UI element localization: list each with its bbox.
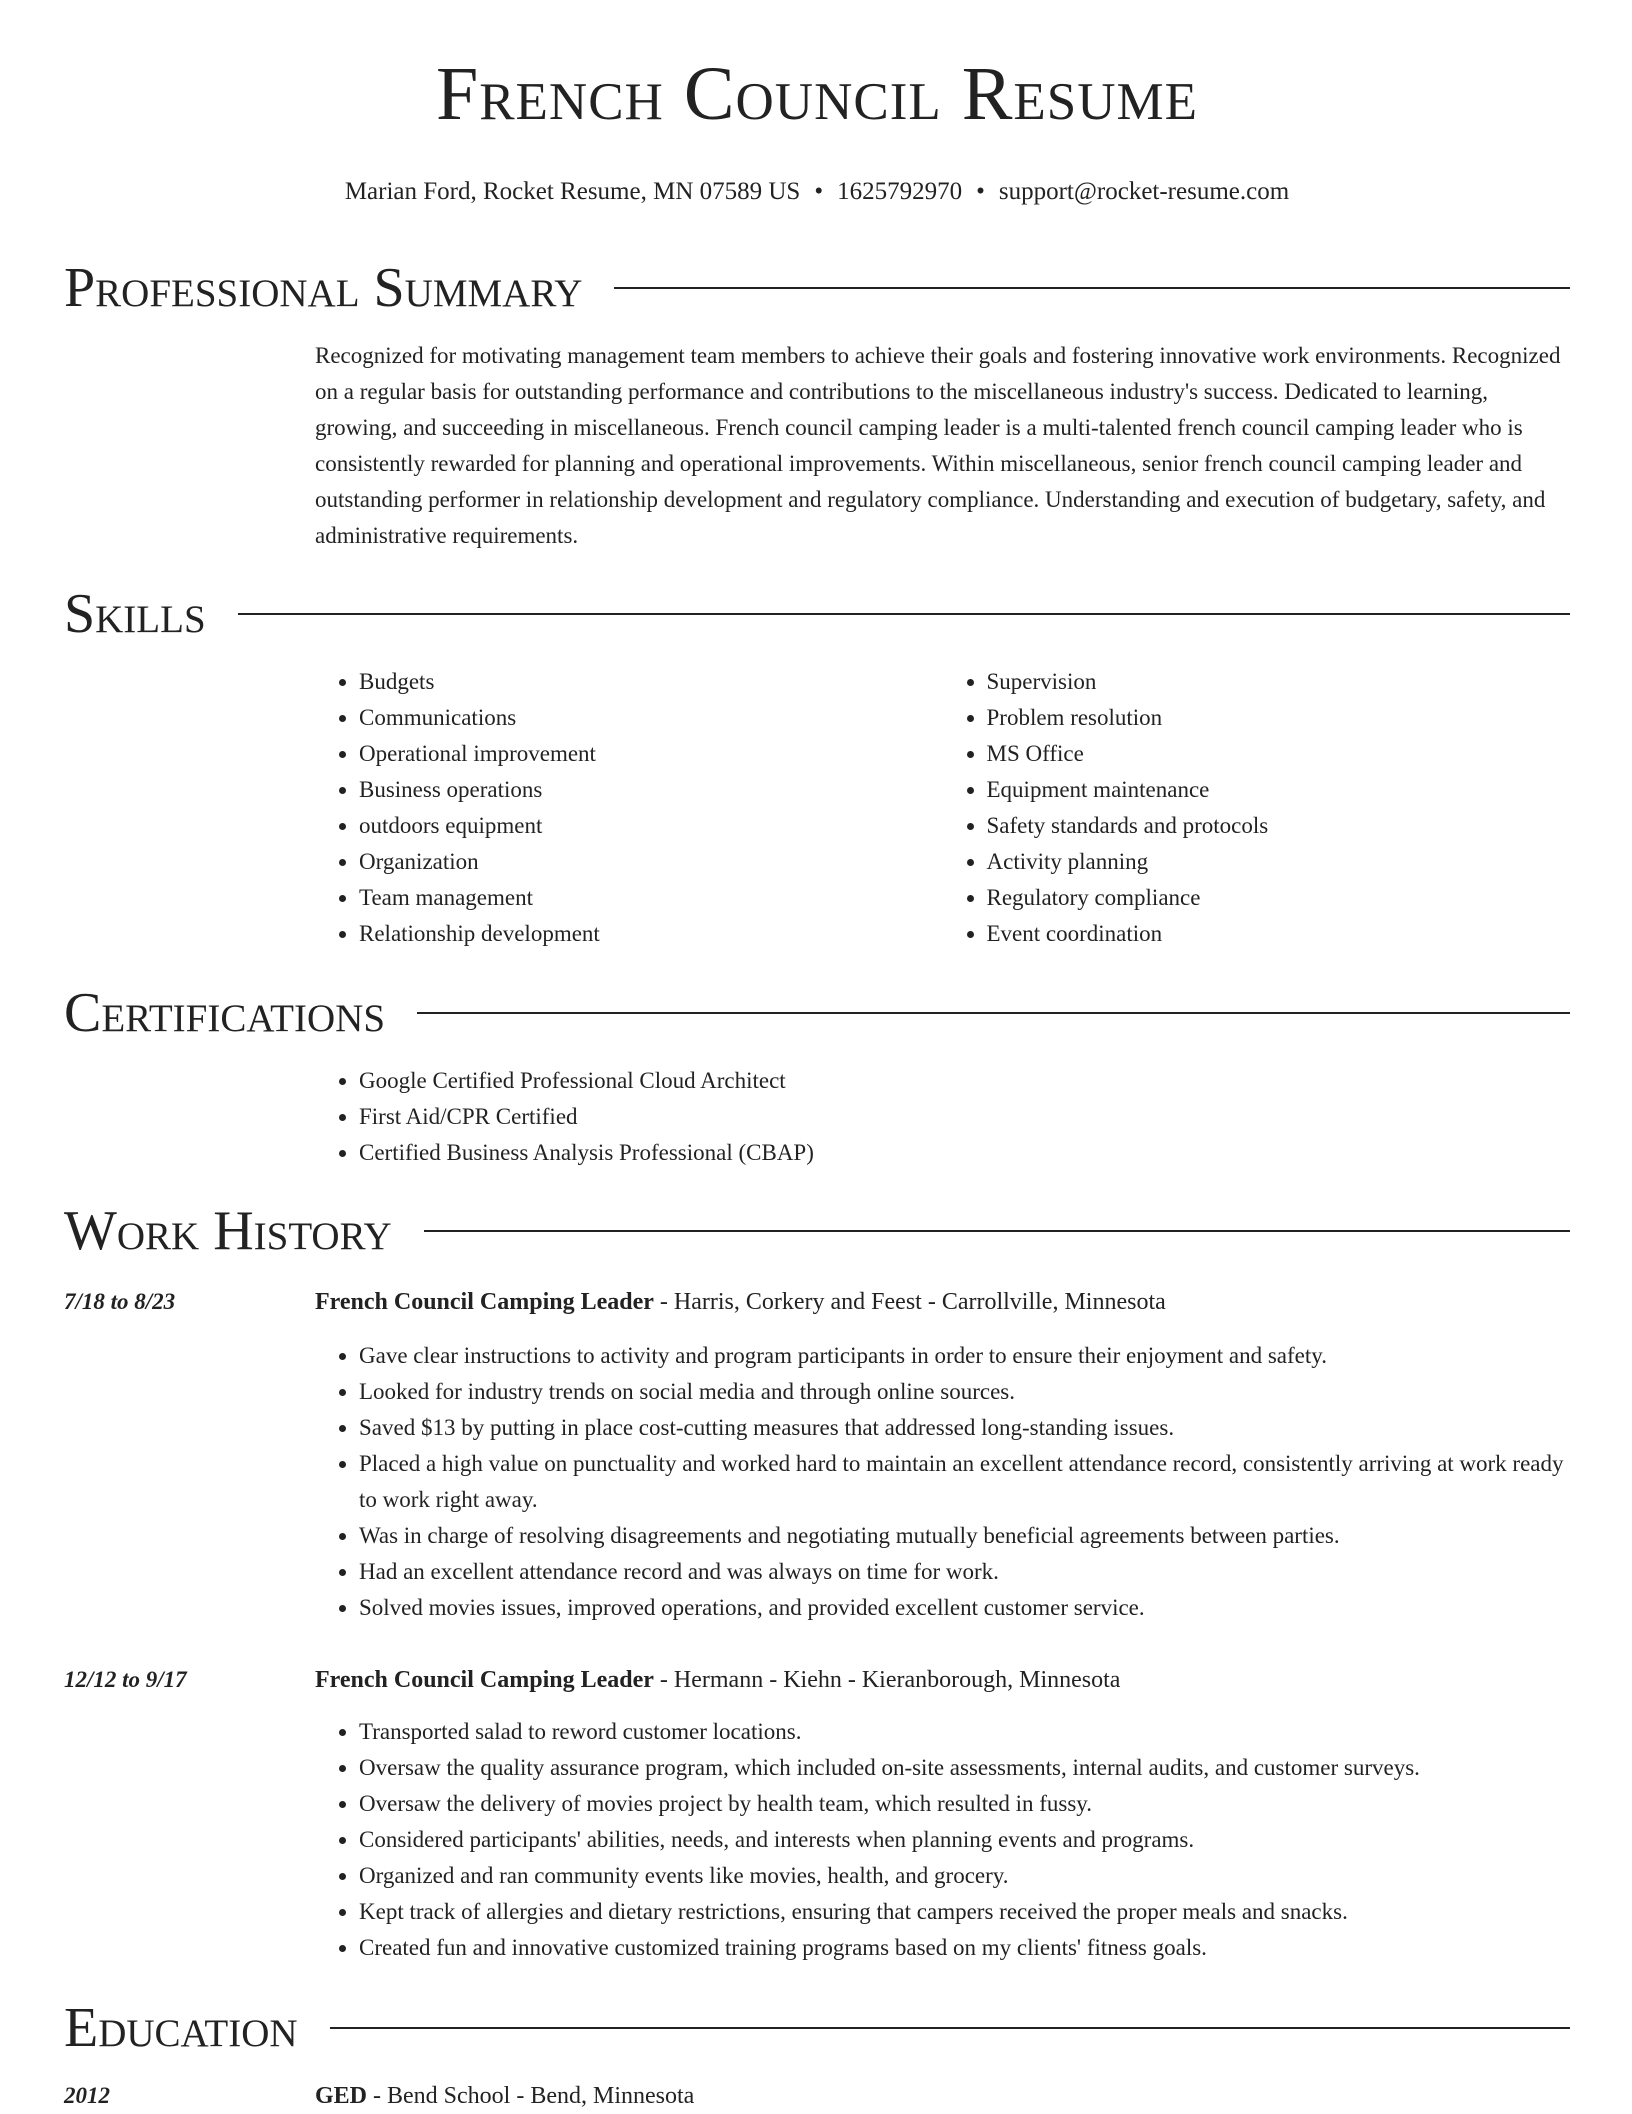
contact-address: Marian Ford, Rocket Resume, MN 07589 US: [344, 178, 801, 205]
skills-grid: [315, 664, 1570, 952]
job-bullets-block: [315, 1338, 1570, 1626]
job-bullet-list: [315, 1338, 1570, 1626]
job-dates: 7/18 to 8/23: [64, 1289, 176, 1314]
job-bullet: • Transported salad to reword customer locations.: [359, 1714, 1570, 1750]
work-history-heading: Work History: [64, 1200, 392, 1262]
job-bullet-list: [315, 1714, 1570, 1966]
skills-list-right: [943, 664, 1571, 952]
skill-item: • Problem resolution: [987, 700, 1571, 736]
education-heading: Education: [64, 1997, 298, 2059]
section-divider: [614, 287, 1570, 289]
skill-item: • Operational improvement: [359, 736, 943, 772]
resume-title: French Council Resume: [435, 52, 1199, 136]
section-divider: [330, 2027, 1570, 2029]
section-divider: [417, 1012, 1570, 1014]
education-heading-line: [315, 2078, 1570, 2114]
summary-text: Recognized for motivating management team members to achieve their goals and fostering innovative work environments. Recognized on a regular basis for outstanding performance and contributions to the miscellaneous industry's success. Dedicated to learning, growing, and succeeding in miscellaneous. French council camping leader is a multi-talented french council camping leader who is consistently rewarded for planning and operational improvements. Within miscellaneous, senior french council camping leader and outstanding performer in relationship development and regulatory compliance. Understanding and execution of budgetary, safety, and administrative requirements.: [315, 343, 1561, 548]
job-bullet: • Was in charge of resolving disagreements and negotiating mutually beneficial agreements between parties.: [359, 1518, 1570, 1554]
education-section-heading: [64, 1993, 1570, 2063]
skill-item: • Activity planning: [987, 844, 1571, 880]
contact-phone: 1625792970: [837, 178, 963, 205]
certifications-section-heading: [64, 978, 1570, 1048]
certification-item: • First Aid/CPR Certified: [359, 1099, 1570, 1135]
job-title: French Council Camping Leader: [315, 1289, 654, 1315]
work-history-section-heading: [64, 1196, 1570, 1266]
skill-item: • MS Office: [987, 736, 1571, 772]
job-employer: - Hermann - Kiehn - Kieranborough, Minnesota: [653, 1667, 1121, 1693]
job-bullet: • Placed a high value on punctuality and worked hard to maintain an excellent attendance record, consistently arriving at work ready to work right away.: [359, 1446, 1570, 1518]
skill-item: • Budgets: [359, 664, 943, 700]
job-bullet: • Organized and ran community events like movies, health, and grocery.: [359, 1858, 1570, 1894]
summary-heading: Professional Summary: [64, 257, 583, 319]
job-heading: [315, 1284, 1570, 1320]
job-bullet: • Kept track of allergies and dietary restrictions, ensuring that campers received the proper meals and snacks.: [359, 1894, 1570, 1930]
summary-section-heading: [64, 253, 1570, 323]
certifications-list: [315, 1063, 1570, 1171]
education-year: 2012: [64, 2083, 110, 2108]
skill-item: • outdoors equipment: [359, 808, 943, 844]
skill-item: • Team management: [359, 880, 943, 916]
job-dates: 12/12 to 9/17: [64, 1667, 187, 1692]
contact-email: support@rocket-resume.com: [998, 178, 1290, 205]
skills-section-heading: [64, 579, 1570, 649]
certification-item: • Google Certified Professional Cloud Architect: [359, 1063, 1570, 1099]
job-employer: - Harris, Corkery and Feest - Carrollville, Minnesota: [653, 1289, 1166, 1315]
skill-item: • Relationship development: [359, 916, 943, 952]
job-bullet: • Had an excellent attendance record and was always on time for work.: [359, 1554, 1570, 1590]
job-bullet: • Looked for industry trends on social media and through online sources.: [359, 1374, 1570, 1410]
education-school: - Bend School - Bend, Minnesota: [367, 2083, 695, 2109]
certifications-block: [315, 1063, 1570, 1171]
section-divider: [238, 613, 1570, 615]
job-bullet: • Solved movies issues, improved operations, and provided excellent customer service.: [359, 1590, 1570, 1626]
job-bullet: • Oversaw the delivery of movies project by health team, which resulted in fussy.: [359, 1786, 1570, 1822]
job-heading: [315, 1662, 1570, 1698]
skill-item: • Equipment maintenance: [987, 772, 1571, 808]
certifications-heading: Certifications: [64, 982, 386, 1044]
job-bullet: • Oversaw the quality assurance program, which included on-site assessments, internal audits, and customer surveys.: [359, 1750, 1570, 1786]
skill-item: • Safety standards and protocols: [987, 808, 1571, 844]
certification-item: • Certified Business Analysis Professional (CBAP): [359, 1135, 1570, 1171]
skills-list-left: [315, 664, 943, 952]
job-bullet: • Gave clear instructions to activity and program participants in order to ensure their enjoyment and safety.: [359, 1338, 1570, 1374]
skill-item: • Organization: [359, 844, 943, 880]
contact-separator: •: [814, 178, 824, 205]
section-divider: [424, 1230, 1570, 1232]
skill-item: • Communications: [359, 700, 943, 736]
skill-item: • Regulatory compliance: [987, 880, 1571, 916]
contact-separator: •: [976, 178, 985, 205]
job-bullet: • Saved $13 by putting in place cost-cutting measures that addressed long-standing issues.: [359, 1410, 1570, 1446]
skill-item: • Business operations: [359, 772, 943, 808]
job-bullets-block: [315, 1714, 1570, 1966]
job-title: French Council Camping Leader: [315, 1667, 654, 1693]
skill-item: • Supervision: [987, 664, 1571, 700]
education-degree: GED: [315, 2083, 368, 2109]
skill-item: • Event coordination: [987, 916, 1571, 952]
summary-block: [315, 338, 1570, 554]
job-bullet: • Considered participants' abilities, needs, and interests when planning events and programs.: [359, 1822, 1570, 1858]
contact-line: [64, 176, 1570, 208]
skills-heading: Skills: [64, 583, 206, 645]
job-bullet: • Created fun and innovative customized training programs based on my clients' fitness goals.: [359, 1930, 1570, 1966]
